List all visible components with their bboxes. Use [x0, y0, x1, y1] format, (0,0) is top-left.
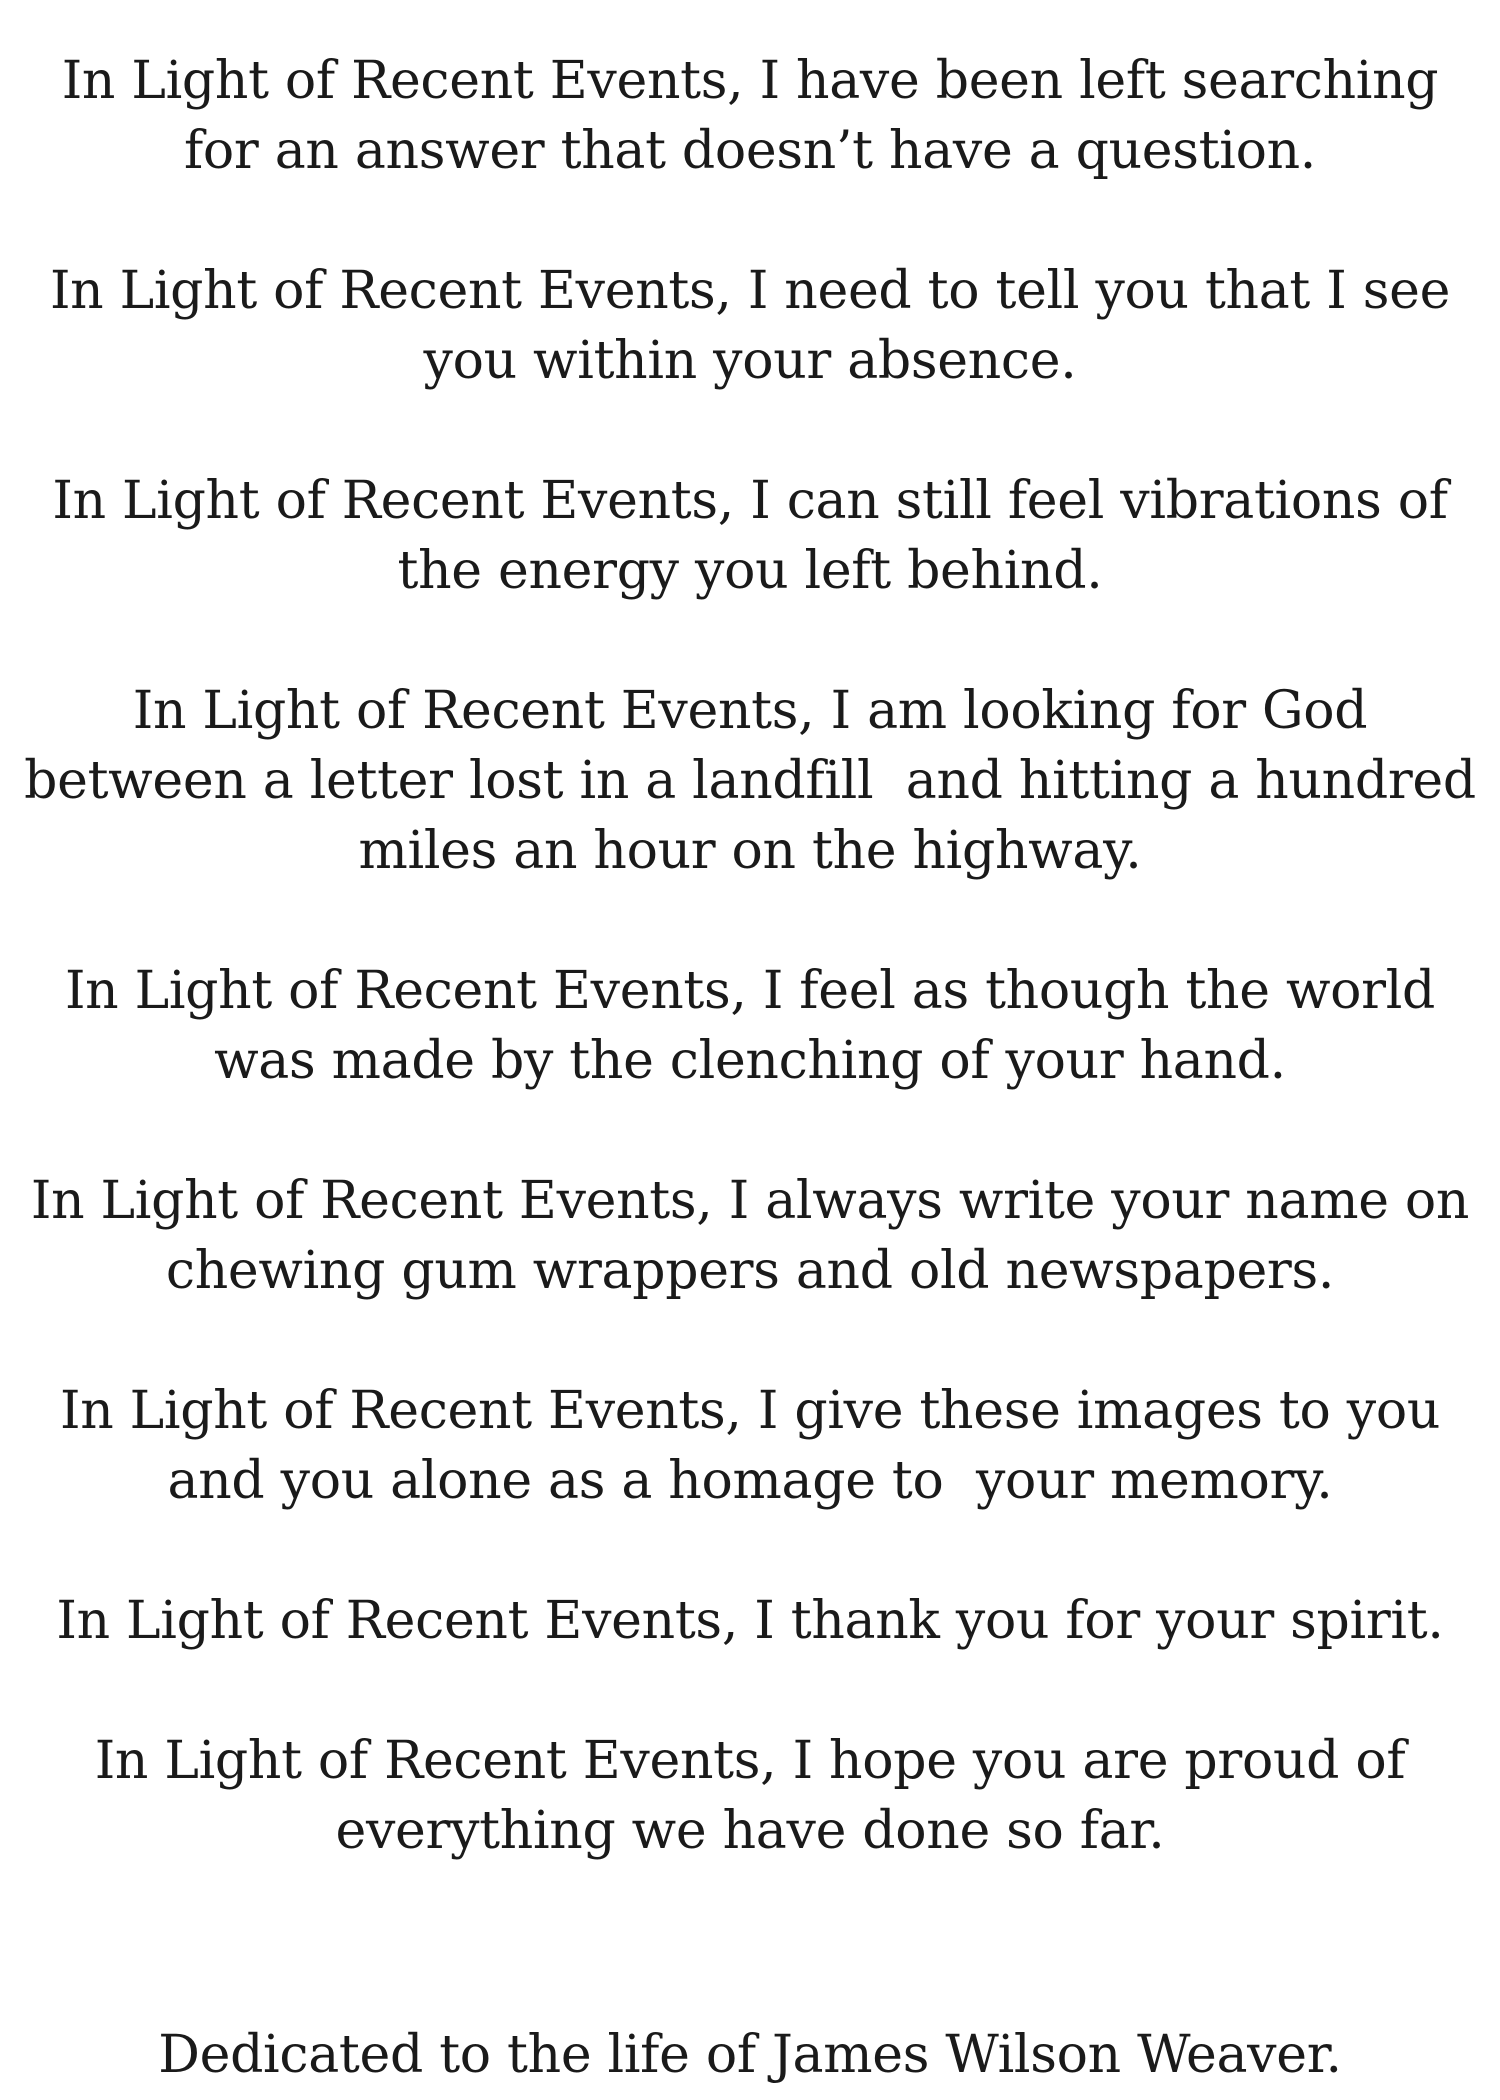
- poem-line: In Light of Recent Events, I have been left searching: [61, 51, 1439, 111]
- poem-line: miles an hour on the highway.: [358, 821, 1142, 881]
- poem-line: was made by the clenching of your hand.: [214, 1031, 1286, 1091]
- stanza-5: [20, 956, 1480, 1096]
- poem-line: chewing gum wrappers and old newspapers.: [165, 1241, 1335, 1301]
- stanza-9: [20, 1726, 1480, 1866]
- poem-line: In Light of Recent Events, I thank you for your spirit.: [56, 1591, 1444, 1651]
- stanza-6: [20, 1166, 1480, 1306]
- poem-line: In Light of Recent Events, I am looking for God: [132, 681, 1368, 741]
- poem-line: In Light of Recent Events, I give these images to you: [59, 1381, 1441, 1441]
- stanza-8: [20, 1586, 1480, 1656]
- dedication-line: Dedicated to the life of James Wilson Weaver.: [158, 2025, 1342, 2085]
- poem-line: In Light of Recent Events, I hope you are proud of: [94, 1731, 1406, 1791]
- poem-line: you within your absence.: [423, 331, 1077, 391]
- stanza-7: [20, 1376, 1480, 1516]
- poem-line: everything we have done so far.: [335, 1801, 1165, 1861]
- poem-line: between a letter lost in a landfill and hitting a hundred: [24, 751, 1476, 811]
- poem-line: In Light of Recent Events, I feel as though the world: [64, 961, 1436, 1021]
- poem-line: In Light of Recent Events, I need to tell you that I see: [49, 261, 1451, 321]
- stanza-1: [20, 46, 1480, 186]
- stanza-4: [20, 676, 1480, 886]
- stanza-2: [20, 256, 1480, 396]
- poem-line: for an answer that doesn’t have a question.: [183, 121, 1316, 181]
- poem-line: and you alone as a homage to your memory.: [167, 1451, 1333, 1511]
- poem-line: In Light of Recent Events, I can still feel vibrations of: [52, 471, 1448, 531]
- poem-line: In Light of Recent Events, I always write your name on: [30, 1171, 1470, 1231]
- poem-line: the energy you left behind.: [397, 541, 1103, 601]
- stanza-3: [20, 466, 1480, 606]
